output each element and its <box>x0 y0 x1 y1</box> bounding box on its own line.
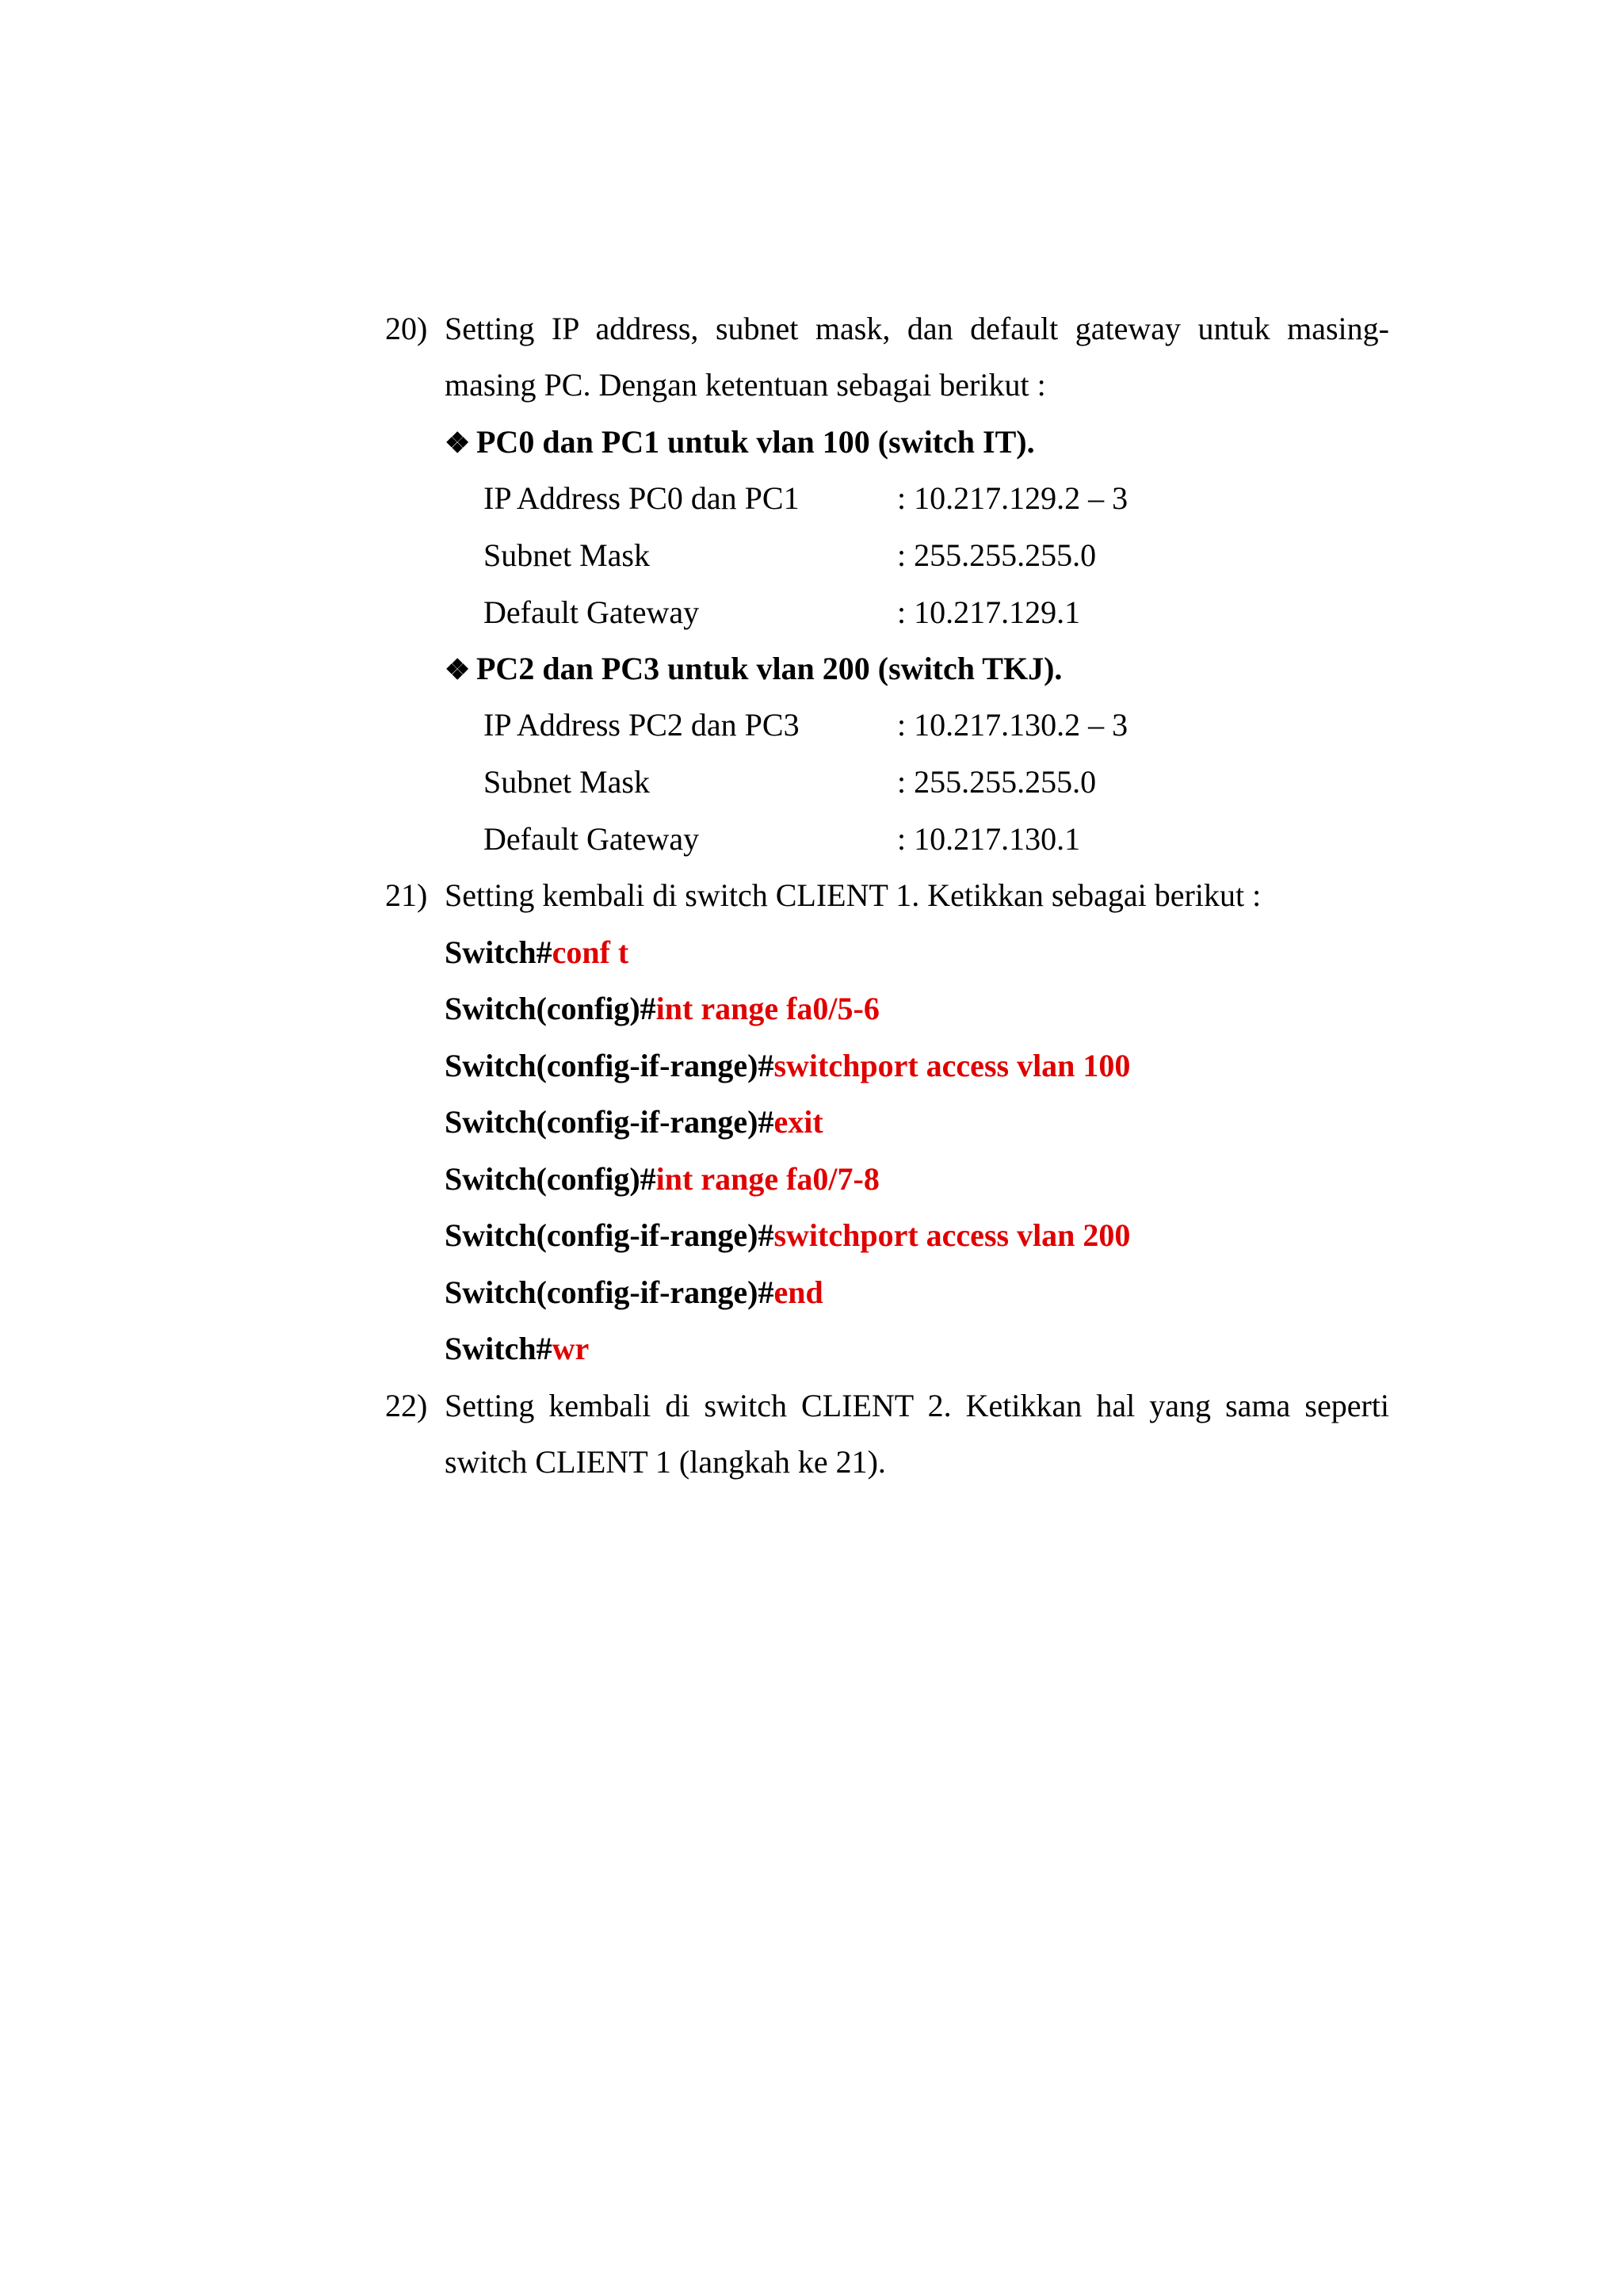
command-line <box>445 1274 823 1312</box>
command-prompt: Switch(config-if-range)# <box>445 1048 774 1083</box>
item-number-20: 20) <box>385 311 428 346</box>
command-prompt: Switch# <box>445 934 552 970</box>
diamond-bullet-icon: ❖ <box>445 427 471 459</box>
group-heading-vlan100 <box>445 423 1035 462</box>
info-label: Subnet Mask <box>483 764 650 800</box>
group-heading-vlan200 <box>445 650 1062 689</box>
group-heading-text: PC2 dan PC3 untuk vlan 200 (switch TKJ). <box>476 651 1063 686</box>
info-label: IP Address PC0 dan PC1 <box>483 480 800 516</box>
command-prompt: Switch# <box>445 1331 552 1366</box>
info-label: Default Gateway <box>483 594 700 630</box>
command-line <box>445 1217 1130 1255</box>
item-number-21: 21) <box>385 877 428 913</box>
command-prompt: Switch(config-if-range)# <box>445 1217 774 1253</box>
item-22-text-line2: switch CLIENT 1 (langkah ke 21). <box>445 1444 886 1480</box>
command-line <box>445 1330 589 1368</box>
command-text: int range fa0/7-8 <box>655 1161 880 1197</box>
command-text: wr <box>552 1331 590 1366</box>
info-value: : 255.255.255.0 <box>897 537 1097 573</box>
info-value: : 255.255.255.0 <box>897 764 1097 800</box>
item-number-22: 22) <box>385 1388 428 1423</box>
command-line <box>445 1103 823 1141</box>
group-heading-text: PC0 dan PC1 untuk vlan 100 (switch IT). <box>476 424 1035 460</box>
info-label: Subnet Mask <box>483 537 650 573</box>
item-22-text-line1: Setting kembali di switch CLIENT 2. Ketikkan hal yang sama seperti <box>445 1388 1389 1423</box>
info-label: IP Address PC2 dan PC3 <box>483 707 800 743</box>
item-20-text-line2: masing PC. Dengan ketentuan sebagai berikut : <box>445 367 1046 403</box>
command-text: exit <box>773 1104 823 1140</box>
command-prompt: Switch(config)# <box>445 1161 656 1197</box>
info-value: : 10.217.130.2 – 3 <box>897 707 1128 743</box>
command-text: int range fa0/5-6 <box>655 991 880 1026</box>
command-text: conf t <box>552 934 629 970</box>
command-text: end <box>773 1274 823 1310</box>
item-21-text-line1: Setting kembali di switch CLIENT 1. Ketikkan sebagai berikut : <box>445 877 1262 913</box>
command-line <box>445 1047 1130 1085</box>
command-line <box>445 934 628 972</box>
item-20-text-line1: Setting IP address, subnet mask, dan default gateway untuk masing- <box>445 311 1389 346</box>
command-text: switchport access vlan 200 <box>773 1217 1131 1253</box>
command-prompt: Switch(config)# <box>445 991 656 1026</box>
command-text: switchport access vlan 100 <box>773 1048 1131 1083</box>
info-label: Default Gateway <box>483 821 700 857</box>
info-value: : 10.217.130.1 <box>897 821 1081 857</box>
command-prompt: Switch(config-if-range)# <box>445 1274 774 1310</box>
info-value: : 10.217.129.1 <box>897 594 1081 630</box>
diamond-bullet-icon: ❖ <box>445 654 471 686</box>
command-line <box>445 990 880 1028</box>
info-value: : 10.217.129.2 – 3 <box>897 480 1128 516</box>
command-line <box>445 1160 880 1198</box>
command-prompt: Switch(config-if-range)# <box>445 1104 774 1140</box>
